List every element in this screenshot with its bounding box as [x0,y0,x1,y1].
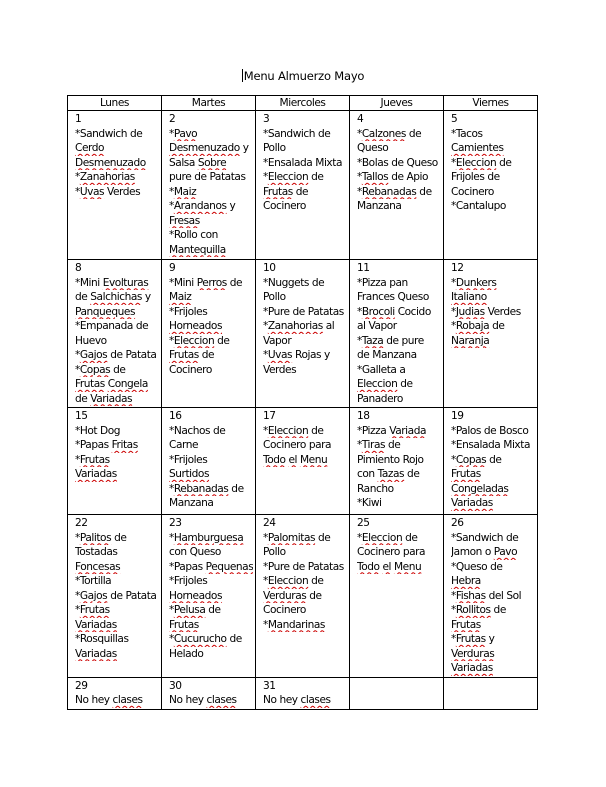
menu-item-line: *Ensalada Mixta [263,156,342,169]
menu-item-line [451,647,535,662]
menu-item-line: *Galleta a [357,363,406,376]
menu-item-line [169,290,253,305]
day-number: 3 [263,113,270,125]
spellcheck-underline: Frutas [75,378,105,390]
spellcheck-underline: Hamburguesa [173,531,244,544]
spellcheck-underline: Surtidos [169,468,210,480]
spellcheck-underline: Pavo [173,127,198,140]
spellcheck-underline: Brocoli [361,305,395,318]
calendar-body [68,111,538,710]
spellcheck-underline: el [382,560,392,573]
spellcheck-underline: Eleccion [267,424,309,437]
spellcheck-underline: Todo [263,453,286,466]
day-cell-25 [350,515,444,678]
spellcheck-underline: Panqueques [75,305,136,318]
day-cell-8 [68,260,162,408]
menu-item-line: *Frutas [75,604,110,616]
menu-item-line: *Fishas del Sol [451,589,522,602]
menu-item-line: Salsa Sobre [169,156,227,169]
day-cell-11 [350,260,444,408]
spellcheck-underline: Variadas [75,647,117,660]
menu-item-line [169,589,253,604]
menu-item-line: *Palitos de [75,531,127,544]
day-number: 31 [263,679,276,692]
menu-item-line: *Copas de [451,453,502,466]
day-cell-3 [256,111,350,260]
day-cell-1 [68,111,162,260]
spellcheck-underline: Eleccion [357,378,398,390]
spellcheck-underline: Gajos [79,589,108,602]
page-title-text: Menu Almuerzo Mayo [243,69,365,83]
menu-item-line: *Frijoles [169,575,208,587]
day-number: 25 [357,517,370,529]
spellcheck-underline: Frutas [79,604,110,616]
spellcheck-underline: Frutas [169,618,199,631]
menu-item-line: *Eleccion de [357,531,418,544]
menu-item-line: *Mini Perros de [169,276,243,289]
menu-item-line: *Papas Pequenas [169,560,253,573]
day-number: 15 [75,410,88,422]
menu-item-line: pure de Patatas [169,171,246,183]
spellcheck-underline: Mandarinas [267,618,325,631]
spellcheck-underline: Robaja [455,320,490,332]
lunch-menu-calendar [67,95,538,710]
spellcheck-underline: Eleccion [361,531,403,544]
menu-item-line: *Uvas Rojas y [263,349,330,361]
menu-item-line: *Eleccion de [169,334,230,347]
spellcheck-underline: Palomitas [267,531,316,544]
day-number: 17 [263,410,276,422]
menu-item-line: de Variadas [75,392,133,405]
day-number: 12 [451,262,464,274]
menu-item-line: Cocinero [451,185,494,198]
day-number: 23 [169,517,182,529]
day-number: 4 [357,113,364,125]
spellcheck-underline: Eleccion [267,171,309,183]
spellcheck-underline: Arandanos [173,200,227,212]
menu-item-line: *Pure de Patatas [263,560,344,573]
menu-item-line: *Uvas Verdes [75,185,141,198]
menu-item-line [451,618,535,633]
menu-item-line [75,618,159,633]
spellcheck-underline: Uvas [267,349,293,361]
menu-item-line: *Eleccion de [263,575,324,587]
menu-item-line: *Bolas de Queso [357,156,438,169]
menu-item-line [451,574,535,589]
spellcheck-underline: Uvas [79,185,105,198]
spellcheck-underline: Menu [393,560,422,573]
menu-item-line: de Manzana [357,349,417,361]
header-lunes: Lunes [68,96,162,111]
spellcheck-underline: Frutas [263,185,293,198]
menu-item-line: Manzana [357,200,402,212]
spellcheck-underline: Salchichas [90,291,142,303]
spellcheck-underline: Desmenuzado [169,142,240,154]
spellcheck-underline: Tiras [361,439,386,451]
spellcheck-underline: Evolturas [102,276,149,289]
spellcheck-underline: Frutas [169,349,199,361]
day-number: 22 [75,517,88,529]
day-cell-24 [256,515,350,678]
spellcheck-underline: Eleccion [173,334,215,347]
spellcheck-underline: clases [112,694,143,706]
spellcheck-underline: Congeladas [451,482,509,495]
menu-item-line: *Pelusa de [169,604,221,616]
menu-item-line: *Taza de pure [357,334,424,347]
spellcheck-underline: Frutas [455,633,486,645]
header-jueves: Jueves [350,96,444,111]
menu-item-line: *Rollo con [169,229,218,241]
spellcheck-underline: Frutas [451,618,481,631]
spellcheck-underline: Sobre [197,156,227,169]
menu-item-line: *Empanada de [75,320,149,332]
menu-item-line: Desmenuzado y [169,142,249,154]
spellcheck-underline: Camientes [451,142,504,154]
menu-item-line: Frances Queso [357,291,429,303]
menu-item-line: *Gajos de Patata [75,589,157,602]
spellcheck-underline: clases [206,694,237,706]
menu-item-line [451,467,535,482]
menu-item-line [169,319,253,334]
spellcheck-underline: Tazas [377,468,405,480]
menu-item-line: *Mandarinas [263,618,325,631]
menu-item-line: *Pavo [169,127,198,140]
spellcheck-underline: Palitos [79,531,112,544]
menu-item-line: *Tortilla [75,575,112,587]
menu-item-line: *Frutas [75,453,110,466]
menu-item-line: Panadero [357,392,403,405]
menu-item-line [75,560,159,575]
day-number: 24 [263,517,276,529]
spellcheck-underline: clases [300,694,331,706]
spellcheck-underline: Fresas [169,214,200,227]
spellcheck-underline: Italiano [451,291,487,303]
spellcheck-underline: Maiz [169,291,192,303]
day-cell-4 [350,111,444,260]
menu-item-line: *Eleccion de [451,156,512,169]
day-number: 8 [75,262,82,274]
menu-item-line: *Sandwich de [75,127,143,140]
spellcheck-underline: Menu [299,453,328,466]
menu-item-line: con Tazas de [357,468,420,480]
day-number: 2 [169,113,176,125]
spellcheck-underline: Tallos [361,171,389,183]
spellcheck-underline: Variadas [451,662,493,674]
menu-item-line [451,661,535,676]
menu-item-line: *Kiwi [357,497,382,509]
menu-item-line: *Hot Dog [75,424,121,437]
menu-item-line: *Zanahorias al [263,320,335,332]
menu-item-line: *Palomitas de [263,531,331,544]
spellcheck-underline: Fritas [111,439,138,451]
spellcheck-underline: Pelusa [173,604,206,616]
spellcheck-underline: Horneados [169,320,223,332]
day-number: 18 [357,410,370,422]
spellcheck-underline: el [288,453,298,466]
menu-item-line: Frutas de [263,185,309,198]
spellcheck-underline: Perros [196,276,227,289]
menu-item-line: Huevo [75,334,107,347]
header-viernes: Viernes [444,96,538,111]
menu-item-line: Verdes [263,363,297,376]
day-cell-17 [256,408,350,515]
week-row [68,515,538,678]
menu-item-line: *Eleccion de [263,424,324,437]
spellcheck-underline: Verduras [263,589,307,602]
spellcheck-underline: Eleccion [267,575,309,587]
spellcheck-underline: Calzones [361,127,406,140]
day-number: 29 [75,679,88,692]
menu-item-line: *Sandwich de [451,531,519,544]
day-cell-30 [162,677,256,709]
empty-day-cell [444,677,538,709]
day-number: 10 [263,262,276,274]
menu-item-line [169,214,253,229]
menu-item-line: *Hamburguesa [169,531,244,544]
spellcheck-underline: Copas [79,363,111,376]
day-cell-31 [256,677,350,709]
menu-item-line: Carne [169,439,199,451]
text-cursor [242,69,243,82]
spellcheck-underline: Hebra [451,575,481,587]
menu-item-line: No hey clases [75,694,143,706]
menu-item-line: Pollo [263,142,286,154]
header-miercoles: Miercoles [256,96,350,111]
menu-item-line: No hey clases [263,694,331,706]
menu-item-line: *Palos de Bosco [451,424,529,437]
menu-item-line: Cocinero [169,363,212,376]
spellcheck-underline: Taza [361,334,384,347]
menu-item-line: *Frijoles [169,453,208,466]
menu-item-line [451,334,535,349]
menu-item-line: Jamon o Pavo [451,546,518,558]
menu-item-line: *Rebanadas de [357,185,432,198]
menu-item-line: Helado [169,647,204,660]
menu-item-line: Pollo [263,546,286,558]
spellcheck-underline: Dunkers [455,276,497,289]
menu-item-line: *Papas Fritas [75,439,138,451]
menu-item-line: *Rebanadas de [169,482,244,495]
spellcheck-underline: Pavo [493,546,518,558]
menu-item-line: Rancho [357,482,394,495]
menu-item-line [75,647,159,662]
menu-item-line: Pimiento Rojo [357,453,424,466]
day-number: 19 [451,410,464,422]
menu-item-line: *Robaja de [451,320,505,332]
menu-item-line: *Calzones de [357,127,422,140]
menu-item-line [263,453,347,468]
spellcheck-underline: Frutas [79,453,110,466]
day-number: 16 [169,410,182,422]
menu-item-line: *Arandanos y [169,200,236,212]
menu-item-line: *Cantalupo [451,200,506,212]
day-cell-16 [162,408,256,515]
menu-item-line: Frijoles de [451,171,500,183]
menu-item-line [75,156,159,171]
menu-item-line [451,290,535,305]
menu-item-line: Cocinero [263,200,306,212]
day-cell-23 [162,515,256,678]
spellcheck-underline: Desmenuzado [75,156,146,169]
day-cell-9 [162,260,256,408]
weekday-header-row [68,96,538,111]
menu-item-line: *Ensalada Mixta [451,439,530,451]
spellcheck-underline: Verduras [451,647,495,660]
day-cell-19 [444,408,538,515]
spellcheck-underline: Mantequilla [169,243,226,256]
week-row [68,677,538,709]
spellcheck-underline: Eleccion [455,156,497,169]
menu-item-line: *Rollitos de [451,604,506,616]
menu-item-line: No hey clases [169,694,237,706]
spellcheck-underline: Todo [357,560,380,573]
spellcheck-underline: Zanahorias [79,171,135,183]
day-cell-22 [68,515,162,678]
menu-item-line: Cocinero [263,604,306,616]
spellcheck-underline: Cucurucho [173,633,227,645]
menu-item-line: *Pure de Patatas [263,305,344,318]
menu-item-line: *Eleccion de [263,171,324,183]
menu-item-line: Queso [357,142,389,154]
spellcheck-underline: Foncesas [75,560,121,573]
menu-item-line: *Tiras de [357,439,401,451]
menu-item-line: *Frutas y [451,633,495,645]
spellcheck-underline: Variadas [90,392,133,405]
spellcheck-underline: Maiz [173,185,197,198]
menu-item-line: con Queso [169,546,221,558]
day-number: 9 [169,262,176,274]
day-cell-26 [444,515,538,678]
spellcheck-underline: Fishas [455,589,486,602]
menu-item-line: *Sandwich de [263,127,331,140]
day-number: 11 [357,262,370,274]
menu-item-line: Eleccion de [357,378,413,390]
menu-item-line: *Mini Evolturas [75,276,149,289]
spellcheck-underline: Variadas [75,468,117,480]
menu-item-line: al Vapor [357,320,397,332]
day-cell-29 [68,677,162,709]
day-cell-5 [444,111,538,260]
menu-item-line: *Tacos [451,127,483,140]
header-martes: Martes [162,96,256,111]
spellcheck-underline: Gajos [79,349,108,361]
menu-item-line [75,467,159,482]
menu-item-line: *Gajos de Patata [75,349,157,361]
spellcheck-underline: Rebanadas [173,482,229,495]
menu-item-line [169,467,253,482]
menu-item-line: *Nachos de [169,424,226,437]
menu-item-line [169,618,253,633]
spellcheck-underline: Congela [107,378,148,390]
spellcheck-underline: Copas [455,453,487,466]
menu-item-line: *Tallos de Apio [357,171,429,183]
menu-item-line [75,305,159,320]
spellcheck-underline: Judias [455,305,485,318]
menu-item-line: Cocinero para [263,439,332,451]
menu-item-line: Manzana [169,497,214,509]
day-number: 1 [75,113,82,125]
menu-item-line: *Queso de [451,560,503,573]
day-number: 26 [451,517,464,529]
menu-item-line [451,482,535,497]
day-cell-10 [256,260,350,408]
menu-item-line: *Frijoles [169,305,208,318]
page-title [0,69,606,83]
menu-item-line: Cocinero para [357,546,426,558]
spellcheck-underline: Frutas [451,468,481,480]
menu-item-line [75,377,159,392]
menu-item-line: Frutas de [169,349,215,361]
week-row [68,111,538,260]
spellcheck-underline: Variadas [451,497,493,509]
menu-item-line: Pollo [263,291,286,303]
menu-item-line: Tostadas [75,546,118,558]
menu-item-line [357,560,441,575]
day-cell-2 [162,111,256,260]
spellcheck-underline: Zanahorias [267,320,323,332]
day-cell-12 [444,260,538,408]
spellcheck-underline: Horneados [169,589,223,602]
menu-item-line [451,496,535,511]
menu-item-line: *Zanahorias [75,171,135,183]
spellcheck-underline: Cerdo [75,142,105,154]
menu-item-line: *Pizza Variada [357,424,427,437]
empty-day-cell [350,677,444,709]
spellcheck-underline: Rebanadas [361,185,417,198]
menu-item-line [75,141,159,156]
day-number: 30 [169,679,182,692]
menu-item-line: *Brocoli Cocido [357,305,431,318]
week-row [68,260,538,408]
day-cell-15 [68,408,162,515]
week-row [68,408,538,515]
day-cell-18 [350,408,444,515]
menu-item-line: *Rosquillas [75,633,129,645]
spellcheck-underline: Variada [389,424,427,437]
menu-item-line: de Salchichas y [75,291,151,303]
menu-item-line: *Pizza pan [357,276,408,289]
spellcheck-underline: Pequenas [205,560,253,573]
menu-item-line [451,141,535,156]
menu-item-line: *Dunkers [451,276,497,289]
menu-item-line: *Nuggets de [263,276,325,289]
menu-item-line: *Copas de [75,363,126,376]
menu-item-line: *Maiz [169,185,197,198]
spellcheck-underline: Naranja [451,334,490,347]
menu-item-line [169,243,253,258]
spellcheck-underline: Variadas [75,618,117,631]
menu-item-line: Verduras de [263,589,322,602]
day-number: 5 [451,113,458,125]
menu-item-line: *Cucurucho de [169,633,242,645]
spellcheck-underline: Rollitos [455,604,491,616]
menu-item-line: Vapor [263,334,292,347]
menu-item-line: *Judias Verdes [451,305,521,318]
